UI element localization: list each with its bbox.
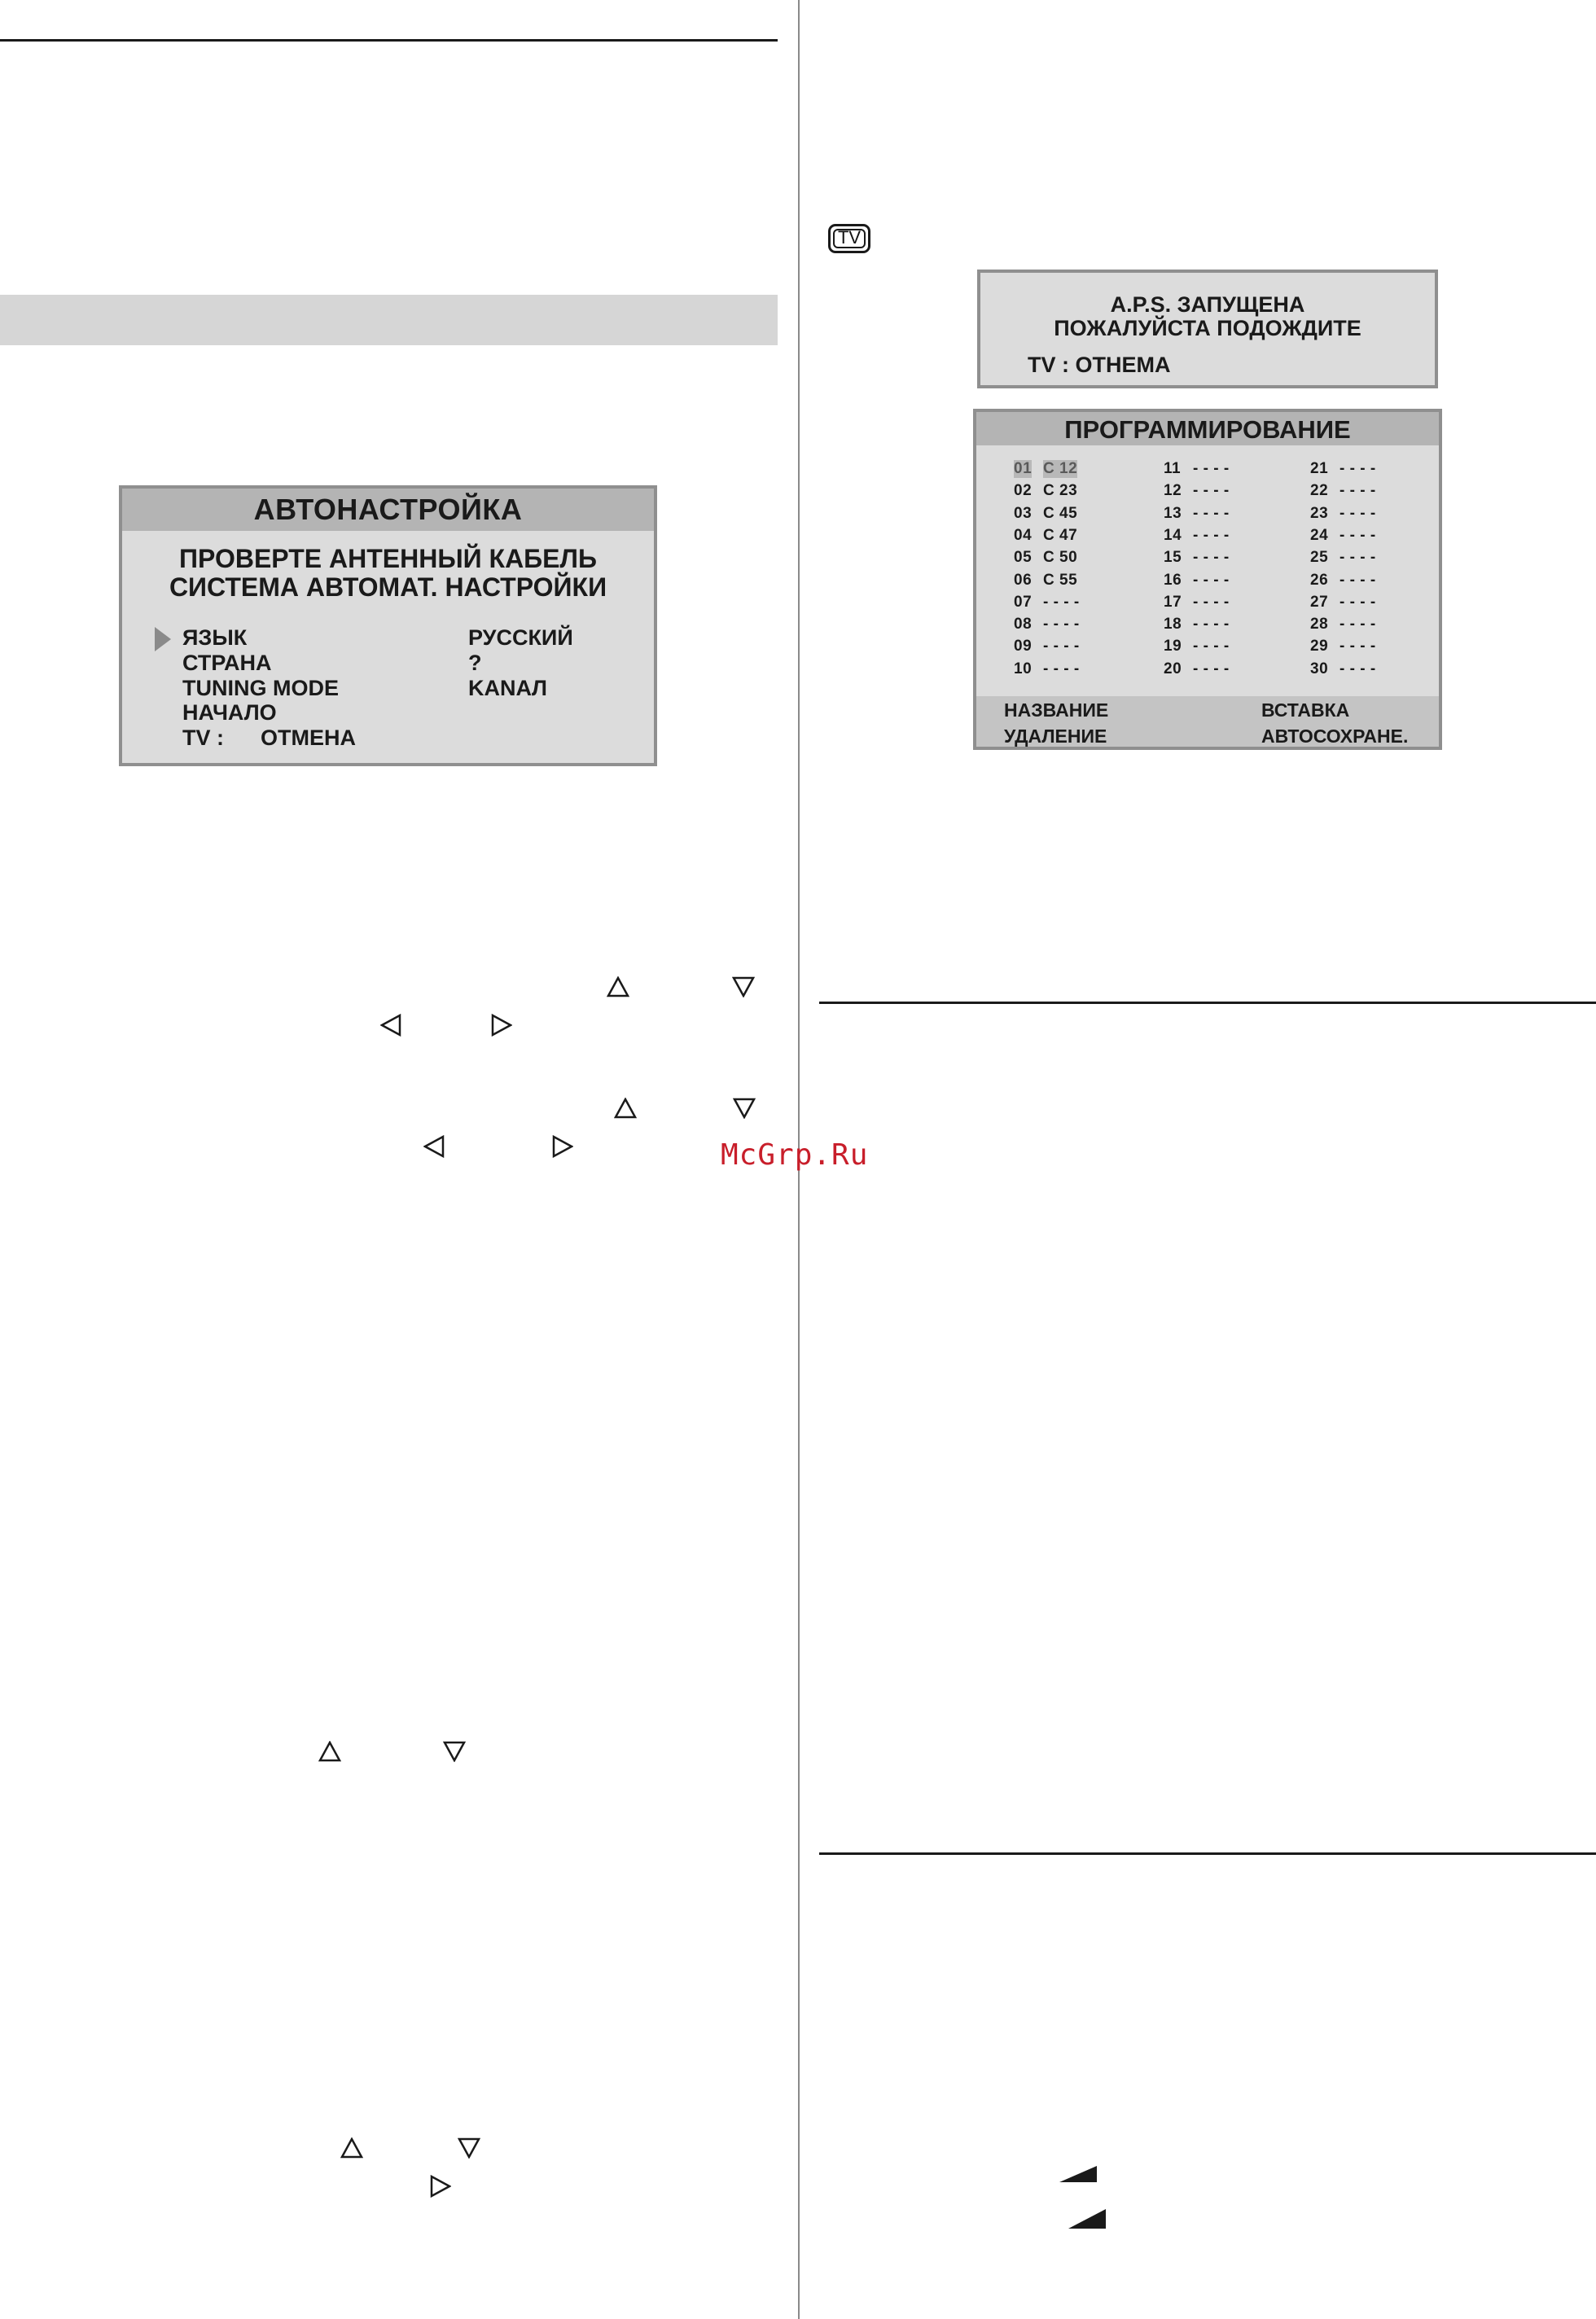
selection-arrow-icon — [155, 627, 171, 655]
autotuning-line2: СИСТЕМА АВТОМАТ. НАСТРОЙКИ — [169, 572, 607, 602]
program-number[interactable]: 19 — [1164, 638, 1182, 655]
menu-value-tuning-mode: KANAЛ — [468, 676, 547, 700]
program-number[interactable]: 13 — [1164, 505, 1182, 522]
program-channel[interactable]: - - - - — [1193, 572, 1230, 589]
program-number[interactable]: 20 — [1164, 660, 1182, 677]
program-number[interactable]: 24 — [1310, 527, 1329, 544]
program-channel[interactable]: - - - - — [1193, 460, 1230, 477]
menu-item-start[interactable]: НАЧАЛО — [182, 700, 277, 725]
right-triangle-icon — [552, 1135, 573, 1158]
program-number[interactable]: 29 — [1310, 638, 1329, 655]
rule-right-2 — [819, 1852, 1596, 1855]
section-bar — [0, 295, 778, 345]
programming-table — [973, 409, 1442, 750]
menu-value-language: РУССКИЙ — [468, 625, 573, 650]
menu-value-country: ? — [468, 651, 482, 675]
program-channel[interactable]: - - - - — [1043, 616, 1080, 633]
program-number[interactable]: 17 — [1164, 594, 1182, 611]
program-channel[interactable]: - - - - — [1193, 660, 1230, 677]
program-number[interactable]: 21 — [1310, 460, 1329, 477]
program-number[interactable]: 25 — [1310, 549, 1329, 566]
program-number[interactable]: 11 — [1164, 460, 1182, 477]
aps-line1: A.P.S. ЗАПУЩЕНА — [1110, 292, 1305, 317]
down-triangle-icon — [443, 1741, 466, 1762]
program-number[interactable]: 14 — [1164, 527, 1182, 544]
top-rule — [0, 39, 778, 42]
program-channel[interactable]: - - - - — [1193, 638, 1230, 655]
aps-tv-line[interactable]: TV : OTHEMA — [1028, 353, 1171, 377]
up-triangle-icon — [340, 2137, 363, 2159]
program-number[interactable]: 23 — [1310, 505, 1329, 522]
program-number[interactable]: 10 — [1014, 660, 1033, 677]
down-triangle-icon — [458, 2137, 480, 2159]
down-triangle-icon — [733, 1098, 756, 1119]
program-channel[interactable]: - - - - — [1340, 482, 1376, 499]
volume-wedge-icon — [1059, 2166, 1097, 2182]
program-channel[interactable]: - - - - — [1043, 638, 1080, 655]
right-triangle-icon — [491, 1014, 512, 1037]
down-triangle-icon — [732, 976, 755, 997]
program-number[interactable]: 30 — [1310, 660, 1329, 677]
programming-title: ПРОГРАММИРОВАНИЕ — [976, 412, 1439, 445]
program-channel[interactable]: - - - - — [1193, 616, 1230, 633]
program-number[interactable]: 28 — [1310, 616, 1329, 633]
autotuning-title: АВТОНАСТРОЙКА — [122, 489, 654, 531]
program-channel[interactable]: C 47 — [1043, 527, 1078, 544]
program-channel[interactable]: - - - - — [1193, 482, 1230, 499]
program-channel[interactable]: - - - - — [1340, 460, 1376, 477]
up-triangle-icon — [318, 1741, 341, 1762]
program-channel[interactable]: - - - - — [1193, 527, 1230, 544]
program-channel[interactable]: C 50 — [1043, 549, 1078, 566]
program-number[interactable]: 04 — [1014, 527, 1033, 544]
watermark: McGrp.Ru — [721, 1138, 869, 1172]
tv-key-label: TV : — [182, 726, 224, 750]
program-number[interactable]: 26 — [1310, 572, 1329, 589]
program-number[interactable]: 15 — [1164, 549, 1182, 566]
program-number[interactable]: 06 — [1014, 572, 1033, 589]
left-triangle-icon — [380, 1014, 401, 1037]
program-channel[interactable]: - - - - — [1043, 594, 1080, 611]
program-number[interactable]: 09 — [1014, 638, 1033, 655]
program-number[interactable]: 07 — [1014, 594, 1033, 611]
volume-wedge-icon — [1068, 2209, 1106, 2229]
program-channel[interactable]: - - - - — [1043, 660, 1080, 677]
program-number[interactable]: 12 — [1164, 482, 1182, 499]
program-channel[interactable]: - - - - — [1193, 594, 1230, 611]
program-number[interactable]: 08 — [1014, 616, 1033, 633]
program-channel[interactable]: - - - - — [1340, 505, 1376, 522]
footer-insert[interactable]: ВСТАВКА — [1261, 699, 1350, 721]
autotuning-menu — [119, 485, 657, 766]
program-number[interactable]: 18 — [1164, 616, 1182, 633]
program-channel[interactable]: - - - - — [1340, 549, 1376, 566]
program-number[interactable]: 03 — [1014, 505, 1033, 522]
menu-item-country[interactable]: СТРАНА — [182, 651, 272, 675]
right-triangle-icon — [430, 2175, 451, 2198]
program-number[interactable]: 22 — [1310, 482, 1329, 499]
program-channel[interactable]: C 55 — [1043, 572, 1078, 589]
program-channel[interactable]: - - - - — [1340, 594, 1376, 611]
footer-delete[interactable]: УДАЛЕНИЕ — [1004, 726, 1107, 747]
aps-dialog — [977, 270, 1438, 388]
program-channel[interactable]: - - - - — [1340, 572, 1376, 589]
up-triangle-icon — [607, 976, 629, 997]
cancel-label[interactable]: ОТМЕНА — [261, 726, 356, 750]
footer-name[interactable]: НАЗВАНИЕ — [1004, 699, 1109, 721]
menu-item-tuning-mode[interactable]: TUNING MODE — [182, 676, 339, 700]
up-triangle-icon — [614, 1098, 637, 1119]
program-channel[interactable]: - - - - — [1193, 505, 1230, 522]
program-channel[interactable]: C 45 — [1043, 505, 1078, 522]
program-number[interactable]: 05 — [1014, 549, 1033, 566]
program-channel[interactable]: - - - - — [1340, 660, 1376, 677]
program-number[interactable]: 02 — [1014, 482, 1033, 499]
program-channel[interactable]: C 12 — [1043, 460, 1078, 477]
program-channel[interactable]: - - - - — [1193, 549, 1230, 566]
program-number[interactable]: 01 — [1014, 460, 1033, 477]
menu-item-language[interactable]: ЯЗЫК — [182, 625, 248, 650]
footer-autosave[interactable]: АВТОСОХРАНЕ. — [1261, 726, 1409, 747]
program-number[interactable]: 27 — [1310, 594, 1329, 611]
aps-line2: ПОЖАЛУЙСТА ПОДОЖДИТЕ — [1054, 316, 1361, 340]
left-triangle-icon — [423, 1135, 445, 1158]
autotuning-line1: ПРОВЕРТЕ АНТЕННЫЙ КАБЕЛЬ — [179, 544, 597, 573]
tv-button-icon: TV — [828, 224, 870, 253]
rule-right-1 — [819, 1002, 1596, 1004]
program-channel[interactable]: C 23 — [1043, 482, 1078, 499]
program-channel[interactable]: - - - - — [1340, 527, 1376, 544]
program-channel[interactable]: - - - - — [1340, 638, 1376, 655]
program-channel[interactable]: - - - - — [1340, 616, 1376, 633]
program-number[interactable]: 16 — [1164, 572, 1182, 589]
